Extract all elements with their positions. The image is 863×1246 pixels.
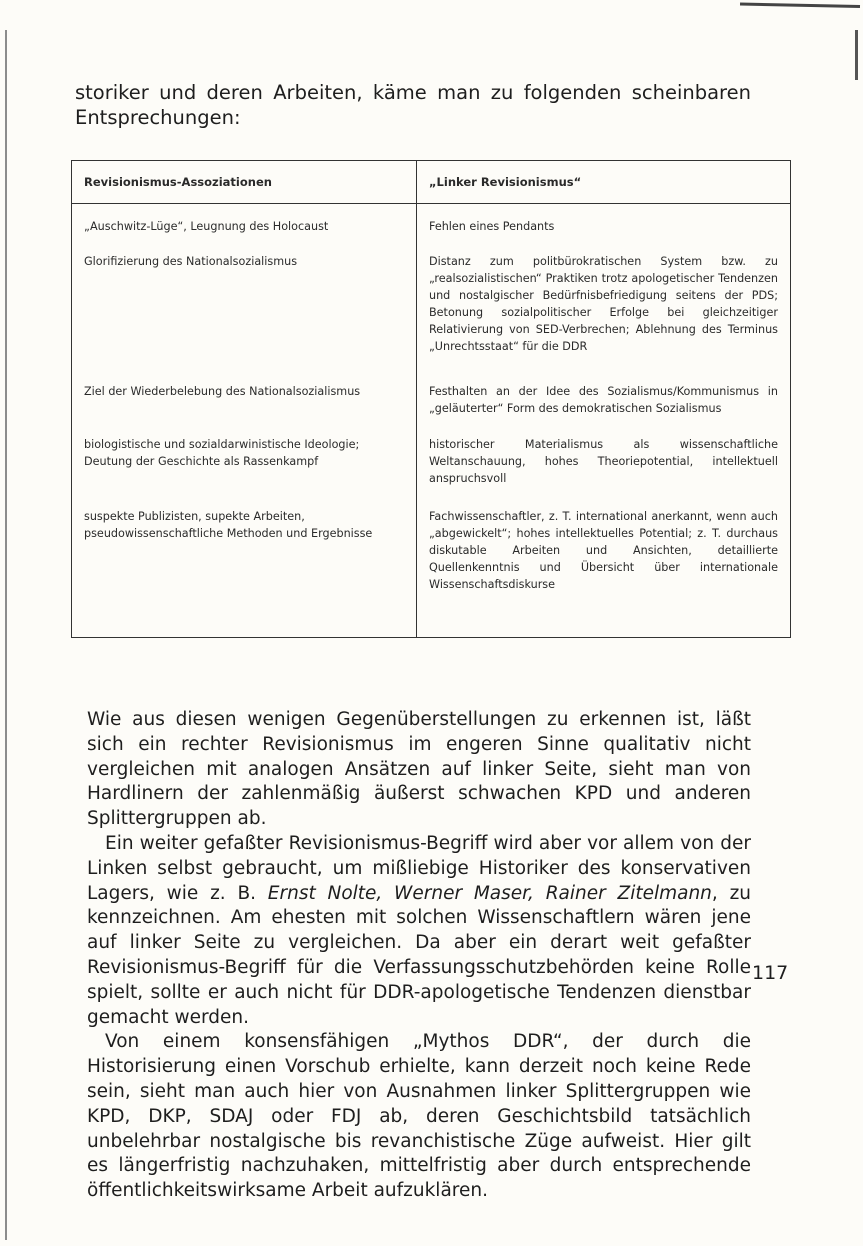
scan-edge-top [740,2,860,8]
paragraph-2-end: , zu kennzeichnen. Am ehesten mit solchen Wissenschaftlern wären jene auf linker Seite zu vergleichen. Da aber ein derart weit gefaßter Revisionismus-Begriff für die Verfassungsschutzbehörden keine Rolle spielt, sollte er auch nicht für DDR-apologetische Tendenzen dienstbar gemacht werden. [87,882,752,1028]
table-cell-left: Glorifizierung des Nationalsozialismus [72,253,417,383]
table-cell-right: Distanz zum politbürokratischen System bzw. zu „realsozialistischen“ Praktiken trotz apologetischer Tendenzen und nostalgischer Bedürfnisbefriedigung seitens der PDS; Betonung sozialpolitischer Erfolge bei gleichzeitiger Relativierung von SED-Verbrechen; Ablehnung des Terminus „Unrechtsstaat“ für die DDR [429,255,778,354]
intro-paragraph: storiker und deren Arbeiten, käme man zu folgenden scheinbaren Entsprechungen: [75,81,751,129]
table-header-row [72,161,791,204]
table-cell-right: Festhalten an der Idee des Sozialismus/Kommunismus in „geläuterter“ Form des demokratischen Sozialismus [429,385,778,416]
table-cell-left: biologistische und sozialdarwinistische Ideologie; Deutung der Geschichte als Rassenkampf [72,436,417,508]
scan-edge-right [855,30,858,80]
paragraph-1: Wie aus diesen wenigen Gegenüberstellungen zu erkennen ist, läßt sich ein rechter Revisionismus im engeren Sinne qualitativ nicht vergleichen mit analogen Ansätzen auf linker Seite, sieht man von Hardlinern der zahlenmäßig äußerst schwachen KPD und anderen Splittergruppen ab. [87,709,751,830]
table-row [72,383,791,436]
table-cell-left: „Auschwitz-Lüge“, Leugnung des Holocaust [72,204,417,254]
table-cell-left: Ziel der Wiederbelebung des Nationalsozialismus [72,383,417,436]
header-revisionism-associations: Revisionismus-Assoziationen [72,161,417,204]
paragraph-2-start: Ein weiter gefaßter Revisionismus-Begriff wird aber vor allem von der Linken selbst gebraucht, um mißliebige Historiker des konservativen Lagers, wie z. B. [87,832,751,904]
table-row [72,204,791,254]
table-row [72,436,791,508]
table-cell-right: Fachwissenschaftler, z. T. international anerkannt, wenn auch „abgewickelt“; hohes intellektuelles Potential; z. T. durchaus diskutable Arbeiten und Ansichten, detaillierte Quellenkenntnis und Übersicht über internationale Wissenschaftsdiskurse [429,509,778,591]
scan-edge-left [5,30,7,1240]
table-row [72,253,791,383]
table-cell-right: Fehlen eines Pendants [429,220,555,233]
table-row [72,508,791,638]
paragraph-3: Von einem konsensfähigen „Mythos DDR“, der durch die Historisierung einen Vorschub erhielte, kann derzeit noch keine Rede sein, sieht man auch hier von Ausnahmen linker Splittergruppen wie KPD, DKP, SDAJ oder FDJ ab, deren Geschichtsbild tatsächlich unbelehrbar nostalgische bis revanchistische Züge aufweist. Hier gilt es längerfristig nachzuhaken, mittelfristig aber durch entsprechende öffentlichkeitswirksame Arbeit aufzuklären. [87,1031,751,1202]
table-cell-left: suspekte Publizisten, supekte Arbeiten, pseudowissenschaftliche Methoden und Ergebnisse [72,508,417,638]
paragraph-2 [87,832,751,1030]
comparison-table [71,160,791,638]
body-text [87,708,751,1204]
table-cell-right: historischer Materialismus als wissenschaftliche Weltanschauung, hohes Theoriepotential, intellektuell anspruchsvoll [429,437,778,485]
historian-names: Ernst Nolte, Werner Maser, Rainer Zitelmann [267,882,712,904]
page-number: 117 [752,962,789,984]
header-left-revisionism: „Linker Revisionismus“ [417,161,791,204]
